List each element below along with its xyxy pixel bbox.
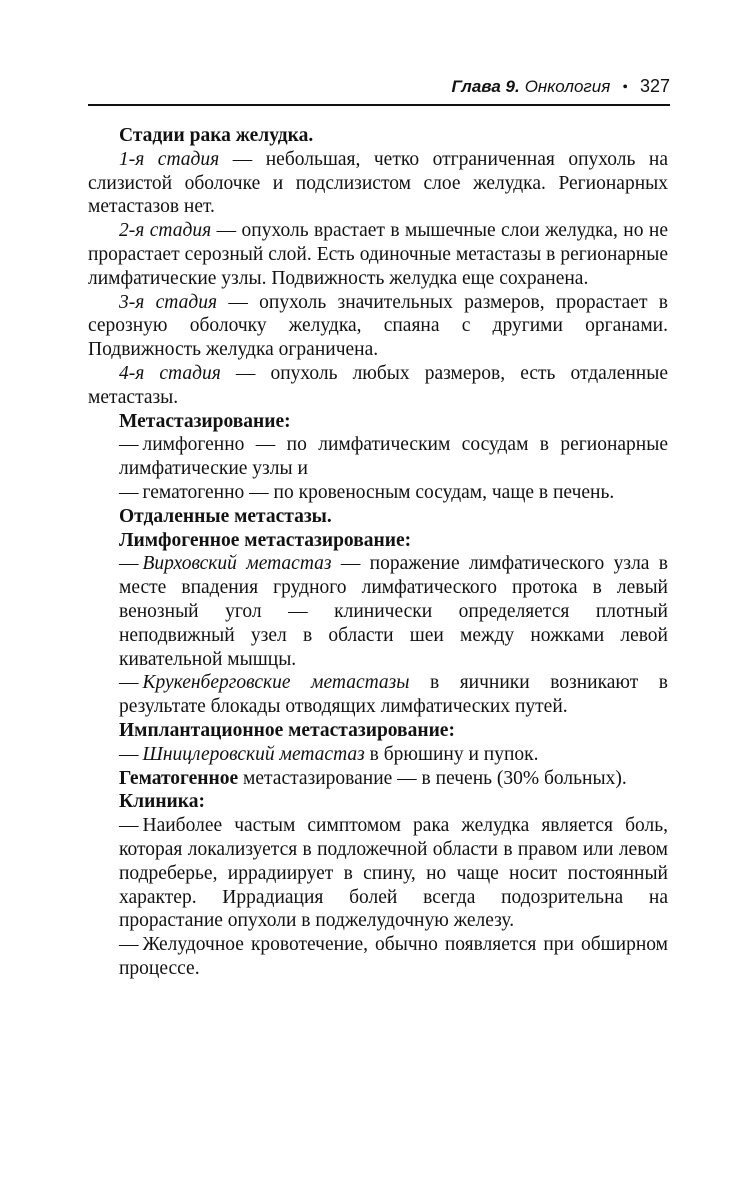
page-body [88, 124, 668, 981]
virchow-label: Вирховский метастаз [142, 553, 332, 575]
hematogenous-paragraph [88, 767, 668, 791]
dash-marker: — [119, 553, 139, 575]
dash-marker: — [119, 934, 139, 956]
hematogenous-text: метастазирование — в печень (30% больных). [238, 767, 627, 789]
stage-3-label: 3-я стадия [119, 291, 218, 313]
distant-metastases-heading: Отдаленные метастазы. [119, 505, 332, 527]
stage-2-text: — опухоль врастает в мышечные слои желудка, но не прорастает серозный слой. Есть одиночные метастазы в регионарные лимфатические узлы. Подвижность желудка еще сохранена. [88, 220, 668, 289]
clinic-item-bleeding: Желудочное кровотечение, обычно появляется при обширном процессе. [119, 934, 668, 979]
stage-4-text: — опухоль любых размеров, есть отдаленные метастазы. [88, 362, 668, 408]
metastasis-heading: Метастазирование: [119, 410, 291, 432]
stage-4-label: 4-я стадия [119, 362, 221, 384]
virchow-text: — поражение лимфатического узла в месте впадения грудного лимфатического протока в левый венозный угол — клинически определяется плотный неподвижный узел в области шеи между ножками левой кивательной мышцы. [119, 553, 668, 670]
chapter-number: Глава 9. [451, 77, 520, 96]
krukenberg-label: Крукенберговские метастазы [142, 672, 410, 694]
stage-4-paragraph [88, 362, 668, 410]
dash-marker: — [119, 434, 139, 456]
stage-3-paragraph [88, 291, 668, 362]
stage-1-paragraph [88, 148, 668, 219]
header-bullet: • [622, 79, 628, 96]
list-item [88, 933, 668, 981]
hematogenous-item-text: гематогенно — по кровеносным сосудам, чаще в печень. [142, 481, 615, 503]
clinic-item-pain: Наиболее частым симптомом рака желудка является боль, которая локализуется в подложечной области в правом или левом подреберье, иррадиирует в спину, но чаще носит постоянный характер. Иррадиация болей всегда подозрительна на прорастание опухоли в поджелудочную железу. [119, 815, 668, 932]
krukenberg-text: в яичники возникают в результате блокады отводящих лимфатических путей. [119, 672, 668, 718]
page-number: 327 [639, 76, 670, 96]
dash-marker: — [119, 481, 139, 503]
list-item [88, 743, 668, 767]
stage-1-label: 1-я стадия [119, 148, 220, 170]
clinic-heading: Клиника: [119, 791, 205, 813]
stages-heading: Стадии рака желудка. [119, 125, 314, 146]
stage-2-label: 2-я стадия [119, 220, 212, 242]
chapter-title: Онкология [524, 77, 611, 96]
dash-marker: — [119, 672, 139, 694]
lymphogenous-item-text: лимфогенно — по лимфатическим сосудам в регионарные лимфатические узлы и [119, 434, 668, 480]
header-rule [88, 104, 670, 106]
dash-marker: — [119, 815, 139, 837]
dash-marker: — [119, 743, 139, 765]
hematogenous-label: Гематогенное [119, 767, 239, 789]
running-header [88, 76, 670, 102]
list-item [88, 671, 668, 719]
stage-2-paragraph [88, 219, 668, 290]
lymphogenous-metastasis-heading: Лимфогенное метастазирование: [119, 529, 412, 551]
list-item [88, 814, 668, 933]
implantation-metastasis-heading: Имплантационное метастазирование: [119, 719, 455, 741]
schnitzler-label: Шницлеровский метастаз [142, 743, 365, 765]
stage-3-text: — опухоль значительных размеров, прорастает в серозную оболочку желудка, спаяна с другими органами. Подвижность желудка ограничена. [88, 291, 668, 361]
stage-1-text: — небольшая, четко отграниченная опухоль на слизистой оболочке и подслизистом слое желудка. Регионарных метастазов нет. [88, 148, 668, 218]
list-item [88, 481, 668, 505]
list-item [88, 433, 668, 481]
schnitzler-text: в брюшину и пупок. [364, 743, 539, 765]
list-item [88, 552, 668, 671]
